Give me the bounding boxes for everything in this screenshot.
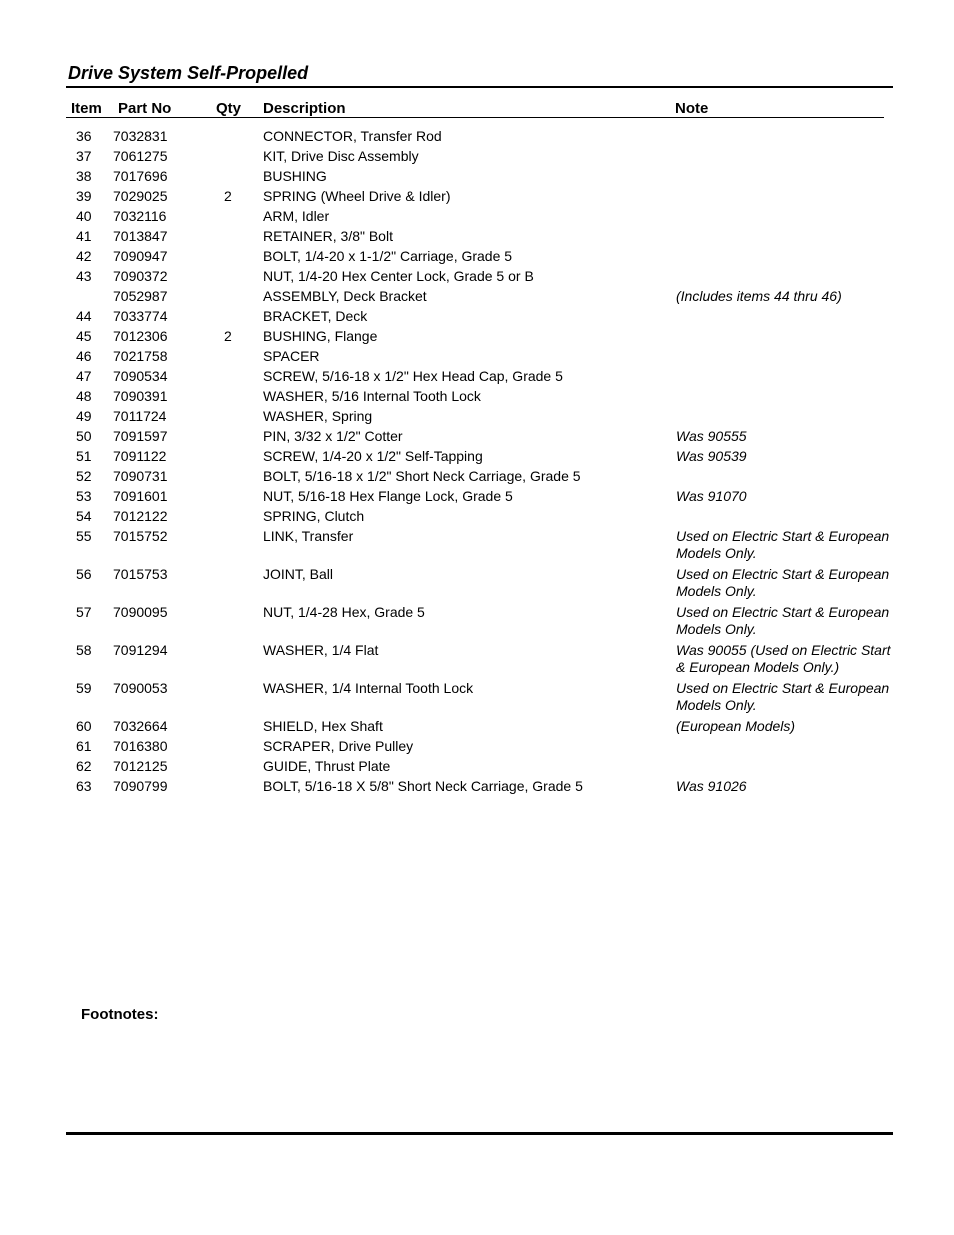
item-cell: 63 xyxy=(76,778,92,794)
table-row xyxy=(66,507,893,527)
part-no-cell: 7017696 xyxy=(113,168,168,184)
note-cell: Was 91070 xyxy=(676,488,747,504)
header-note: Note xyxy=(675,100,709,117)
table-row xyxy=(66,247,893,267)
description-cell: PIN, 3/32 x 1/2" Cotter xyxy=(263,428,403,444)
description-cell: BOLT, 5/16-18 x 1/2" Short Neck Carriage, Grade 5 xyxy=(263,468,581,484)
table-row xyxy=(66,307,893,327)
item-cell: 52 xyxy=(76,468,92,484)
part-no-cell: 7011724 xyxy=(113,408,167,424)
part-no-cell: 7012125 xyxy=(113,758,168,774)
description-cell: BOLT, 1/4-20 x 1-1/2" Carriage, Grade 5 xyxy=(263,248,513,264)
footnotes-label: Footnotes: xyxy=(81,1006,159,1023)
table-row xyxy=(66,565,893,603)
part-no-cell: 7090731 xyxy=(113,468,168,484)
description-cell: ARM, Idler xyxy=(263,208,330,224)
table-row xyxy=(66,641,893,679)
note-cell: Was 90539 xyxy=(676,448,747,464)
part-no-cell: 7032116 xyxy=(113,208,167,224)
part-no-cell: 7013847 xyxy=(113,228,168,244)
item-cell: 47 xyxy=(76,368,92,384)
item-cell: 43 xyxy=(76,268,92,284)
description-cell: WASHER, 1/4 Flat xyxy=(263,642,379,658)
description-cell: WASHER, 1/4 Internal Tooth Lock xyxy=(263,680,474,696)
description-cell: SHIELD, Hex Shaft xyxy=(263,718,383,734)
qty-cell: 2 xyxy=(224,188,232,204)
description-cell: SPRING (Wheel Drive & Idler) xyxy=(263,188,451,204)
note-cell: Used on Electric Start & European Models Only. xyxy=(676,680,890,713)
table-row xyxy=(66,603,893,641)
item-cell: 56 xyxy=(76,566,92,582)
item-cell: 50 xyxy=(76,428,92,444)
bottom-divider xyxy=(66,1132,893,1135)
table-row xyxy=(66,287,893,307)
part-no-cell: 7091294 xyxy=(113,642,168,658)
top-divider xyxy=(66,86,893,88)
part-no-cell: 7015752 xyxy=(113,528,168,544)
note-cell: Used on Electric Start & European Models Only. xyxy=(676,604,890,637)
item-cell: 37 xyxy=(76,148,92,164)
description-cell: GUIDE, Thrust Plate xyxy=(263,758,391,774)
description-cell: SCREW, 5/16-18 x 1/2" Hex Head Cap, Grade 5 xyxy=(263,368,563,384)
qty-cell: 2 xyxy=(224,328,232,344)
table-row xyxy=(66,267,893,287)
table-row xyxy=(66,347,893,367)
part-no-cell: 7091122 xyxy=(113,448,167,464)
item-cell: 61 xyxy=(76,738,92,754)
description-cell: SCRAPER, Drive Pulley xyxy=(263,738,414,754)
description-cell: BRACKET, Deck xyxy=(263,308,368,324)
description-cell: NUT, 5/16-18 Hex Flange Lock, Grade 5 xyxy=(263,488,513,504)
note-cell: (Includes items 44 thru 46) xyxy=(676,288,842,304)
item-cell: 58 xyxy=(76,642,92,658)
header-qty: Qty xyxy=(216,100,242,117)
part-no-cell: 7090947 xyxy=(113,248,168,264)
description-cell: NUT, 1/4-20 Hex Center Lock, Grade 5 or B xyxy=(263,268,534,284)
note-cell: (European Models) xyxy=(676,718,796,734)
header-part-no: Part No xyxy=(118,100,172,117)
item-cell: 40 xyxy=(76,208,92,224)
description-cell: SPACER xyxy=(263,348,320,364)
part-no-cell: 7016380 xyxy=(113,738,168,754)
part-no-cell: 7021758 xyxy=(113,348,168,364)
description-cell: NUT, 1/4-28 Hex, Grade 5 xyxy=(263,604,425,620)
note-cell: Was 90055 (Used on Electric Start & European Models Only.) xyxy=(676,642,891,675)
table-row xyxy=(66,467,893,487)
table-row xyxy=(66,717,893,737)
part-no-cell: 7091601 xyxy=(113,488,168,504)
table-row xyxy=(66,327,893,347)
item-cell: 62 xyxy=(76,758,92,774)
table-row xyxy=(66,407,893,427)
part-no-cell: 7091597 xyxy=(113,428,168,444)
item-cell: 49 xyxy=(76,408,92,424)
item-cell: 44 xyxy=(76,308,92,324)
part-no-cell: 7090372 xyxy=(113,268,168,284)
item-cell: 60 xyxy=(76,718,92,734)
part-no-cell: 7090053 xyxy=(113,680,168,696)
item-cell: 51 xyxy=(76,448,92,464)
description-cell: ASSEMBLY, Deck Bracket xyxy=(263,288,427,304)
table-row xyxy=(66,427,893,447)
part-no-cell: 7090534 xyxy=(113,368,168,384)
note-cell: Was 91026 xyxy=(676,778,747,794)
note-cell: Used on Electric Start & European Models Only. xyxy=(676,528,890,561)
part-no-cell: 7090095 xyxy=(113,604,168,620)
part-no-cell: 7015753 xyxy=(113,566,168,582)
part-no-cell: 7032664 xyxy=(113,718,168,734)
description-cell: BUSHING xyxy=(263,168,327,184)
item-cell: 53 xyxy=(76,488,92,504)
item-cell: 57 xyxy=(76,604,92,620)
part-no-cell: 7090391 xyxy=(113,388,168,404)
part-no-cell: 7012306 xyxy=(113,328,168,344)
item-cell: 41 xyxy=(76,228,92,244)
table-row xyxy=(66,777,893,797)
description-cell: RETAINER, 3/8" Bolt xyxy=(263,228,393,244)
description-cell: KIT, Drive Disc Assembly xyxy=(263,148,419,164)
item-cell: 42 xyxy=(76,248,92,264)
table-row xyxy=(66,167,893,187)
item-cell: 38 xyxy=(76,168,92,184)
description-cell: JOINT, Ball xyxy=(263,566,334,582)
header-description: Description xyxy=(263,100,346,117)
table-row xyxy=(66,447,893,467)
item-cell: 48 xyxy=(76,388,92,404)
table-row xyxy=(66,207,893,227)
table-row xyxy=(66,187,893,207)
table-row xyxy=(66,127,893,147)
table-row xyxy=(66,227,893,247)
parts-table xyxy=(66,127,893,797)
table-row xyxy=(66,387,893,407)
part-no-cell: 7052987 xyxy=(113,288,168,304)
part-no-cell: 7032831 xyxy=(113,128,168,144)
part-no-cell: 7012122 xyxy=(113,508,168,524)
table-row xyxy=(66,679,893,717)
description-cell: WASHER, 5/16 Internal Tooth Lock xyxy=(263,388,481,404)
note-cell: Was 90555 xyxy=(676,428,747,444)
item-cell: 45 xyxy=(76,328,92,344)
item-cell: 59 xyxy=(76,680,92,696)
description-cell: LINK, Transfer xyxy=(263,528,354,544)
item-cell: 36 xyxy=(76,128,92,144)
description-cell: BUSHING, Flange xyxy=(263,328,378,344)
part-no-cell: 7061275 xyxy=(113,148,168,164)
header-item: Item xyxy=(71,100,102,117)
item-cell: 55 xyxy=(76,528,92,544)
table-header xyxy=(66,100,884,118)
description-cell: SPRING, Clutch xyxy=(263,508,365,524)
description-cell: WASHER, Spring xyxy=(263,408,373,424)
item-cell: 46 xyxy=(76,348,92,364)
description-cell: SCREW, 1/4-20 x 1/2" Self-Tapping xyxy=(263,448,483,464)
table-row xyxy=(66,757,893,777)
table-row xyxy=(66,487,893,507)
description-cell: BOLT, 5/16-18 X 5/8" Short Neck Carriage, Grade 5 xyxy=(263,778,583,794)
part-no-cell: 7090799 xyxy=(113,778,168,794)
part-no-cell: 7033774 xyxy=(113,308,168,324)
table-row xyxy=(66,737,893,757)
note-cell: Used on Electric Start & European Models Only. xyxy=(676,566,890,599)
page-title: Drive System Self-Propelled xyxy=(68,63,309,83)
table-row xyxy=(66,147,893,167)
table-row xyxy=(66,367,893,387)
part-no-cell: 7029025 xyxy=(113,188,168,204)
item-cell: 39 xyxy=(76,188,92,204)
table-row xyxy=(66,527,893,565)
description-cell: CONNECTOR, Transfer Rod xyxy=(263,128,442,144)
item-cell: 54 xyxy=(76,508,92,524)
